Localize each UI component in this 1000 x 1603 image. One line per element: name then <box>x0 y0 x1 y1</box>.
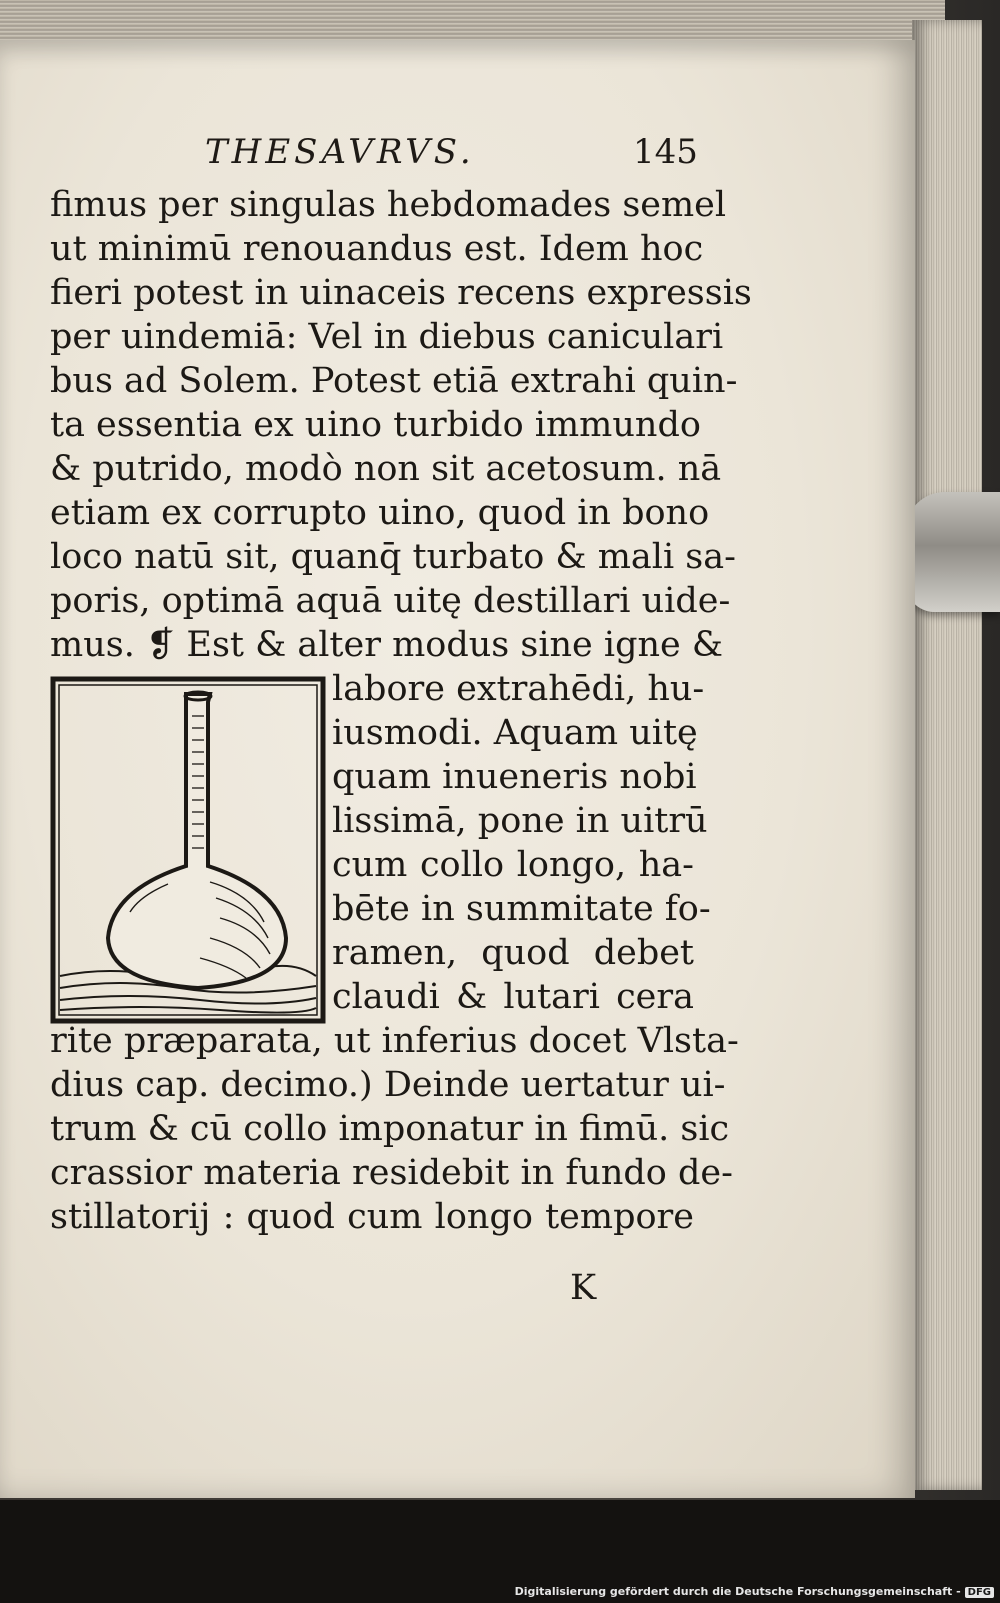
running-head: THESAVRVS. <box>205 132 475 172</box>
text-line: crassior materia residebit in fundo de- <box>50 1153 733 1193</box>
text-line: claudi & lutari cera <box>332 977 694 1017</box>
text-line: fimus per singulas hebdomades semel <box>50 185 727 225</box>
text-line: etiam ex corrupto uino, quod in bono <box>50 493 710 533</box>
text-line: rite præparata, ut inferius docet Vlsta- <box>50 1021 739 1061</box>
text-line: trum & cū collo imponatur in fimū. sic <box>50 1109 730 1149</box>
text-line: bus ad Solem. Potest etiā extrahi quin- <box>50 361 738 401</box>
page-clip <box>905 492 1000 612</box>
dfg-logo: DFG <box>965 1587 994 1598</box>
text-line: quam inueneris nobi <box>332 757 697 797</box>
text-line: & putrido, modò non sit acetosum. nā <box>50 449 722 489</box>
digitization-credit <box>515 1585 994 1598</box>
text-line: labore extrahēdi, hu- <box>332 669 705 709</box>
page-fore-edge <box>912 20 982 1490</box>
signature-mark: K <box>570 1268 597 1308</box>
text-line: ut minimū renouandus est. Idem hoc <box>50 229 704 269</box>
page-number: 145 <box>633 132 698 172</box>
text-line: cum collo longo, ha- <box>332 845 694 885</box>
text-line: bēte in summitate fo- <box>332 889 711 929</box>
long-neck-flask-woodcut-icon <box>50 676 326 1024</box>
text-line: dius cap. decimo.) Deinde uertatur ui- <box>50 1065 726 1105</box>
text-line: ramen, quod debet <box>332 933 694 973</box>
text-line: stillatorij : quod cum longo tempore <box>50 1197 694 1237</box>
text-line: ta essentia ex uino turbido immundo <box>50 405 701 445</box>
text-line: poris, optimā aquā uitę destillari uide- <box>50 581 731 621</box>
text-line: lissimā, pone in uitrū <box>332 801 708 841</box>
credit-text: Digitalisierung gefördert durch die Deutsche Forschungsgemeinschaft - <box>514 1585 961 1598</box>
text-line: per uindemiā: Vel in diebus caniculari <box>50 317 724 357</box>
text-line: fieri potest in uinaceis recens expressis <box>50 273 752 313</box>
text-line: iusmodi. Aquam uitę <box>332 713 698 753</box>
text-line: mus. ❡ Est & alter modus sine igne & <box>50 625 724 665</box>
text-line: loco natū sit, quanq̄ turbato & mali sa- <box>50 537 736 577</box>
